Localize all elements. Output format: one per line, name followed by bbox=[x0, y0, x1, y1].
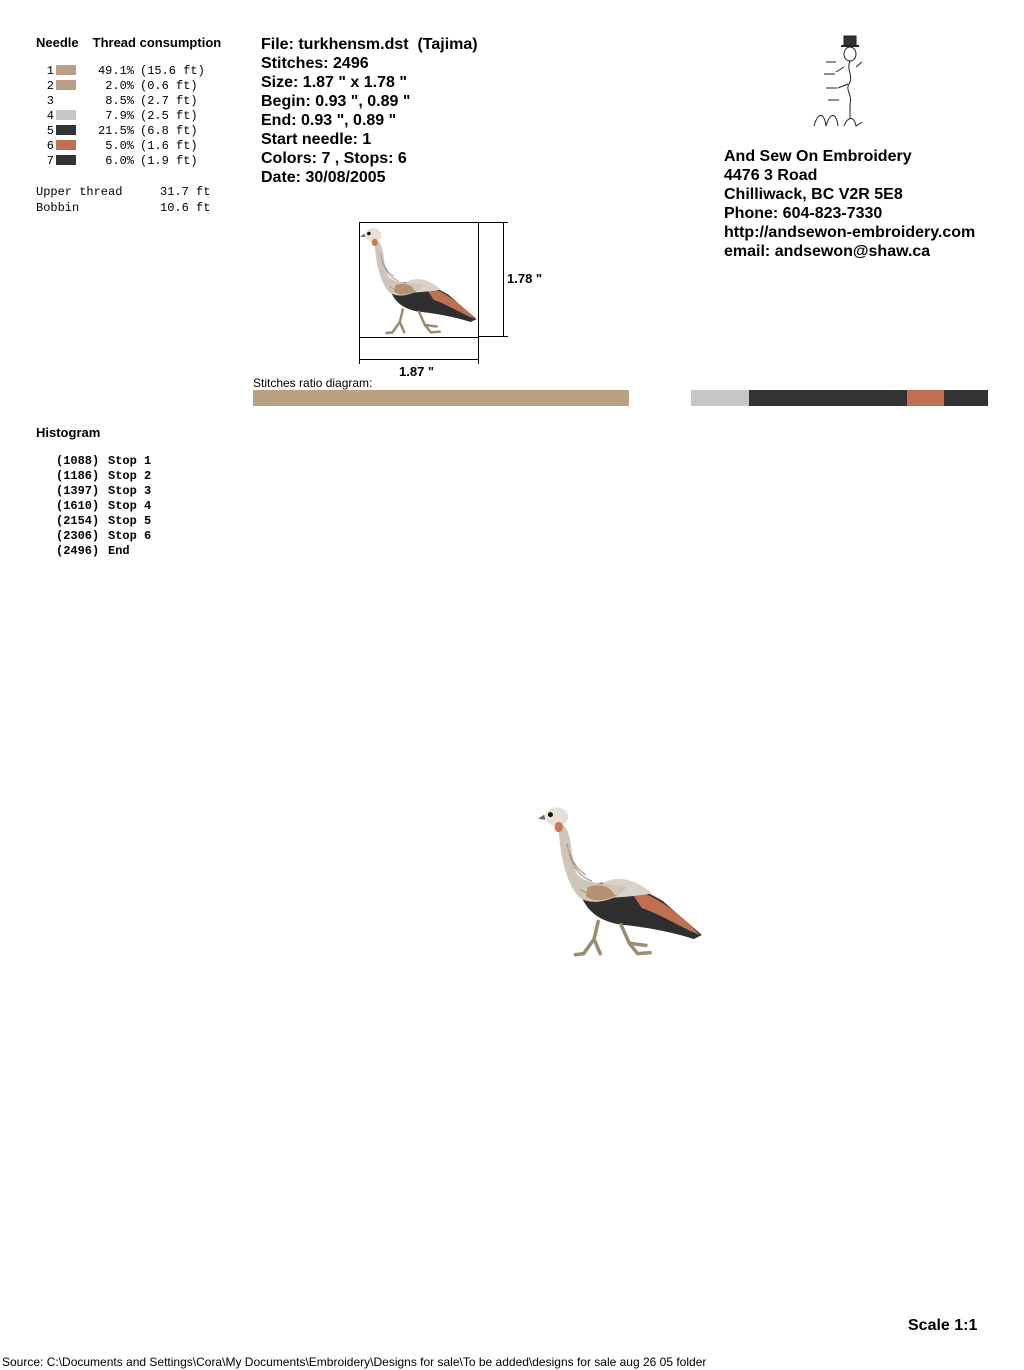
histogram-row: (2154) Stop 5 bbox=[56, 514, 152, 528]
company-info bbox=[724, 147, 975, 261]
histogram-row: (2306) Stop 6 bbox=[56, 529, 152, 543]
color-swatch bbox=[56, 95, 76, 105]
needle-row: 7 6.0% (1.9 ft) bbox=[46, 154, 198, 168]
color-swatch bbox=[56, 140, 76, 150]
needle-row: 3 8.5% (2.7 ft) bbox=[46, 94, 198, 108]
file-line: File: turkhensm.dst (Tajima) bbox=[261, 36, 478, 53]
histogram-row: (1088) Stop 1 bbox=[56, 454, 152, 468]
stitches-line: Stitches: 2496 bbox=[261, 55, 369, 72]
color-swatch bbox=[56, 125, 76, 135]
color-swatch bbox=[56, 155, 76, 165]
company-address-2: Chilliwack, BC V2R 5E8 bbox=[724, 186, 903, 203]
begin-line: Begin: 0.93 ", 0.89 " bbox=[261, 93, 411, 110]
height-dimension-line bbox=[503, 222, 504, 337]
thread-consumption-header: Thread consumption bbox=[92, 35, 222, 50]
design-preview-box bbox=[359, 222, 479, 338]
ratio-segment bbox=[629, 390, 691, 406]
width-label: 1.87 " bbox=[399, 364, 435, 379]
company-url: http://andsewon-embroidery.com bbox=[724, 224, 976, 241]
ratio-segment bbox=[253, 390, 614, 406]
scale-label: Scale 1:1 bbox=[908, 1317, 978, 1334]
turkey-hen-embroidery-icon bbox=[538, 800, 704, 960]
color-swatch bbox=[56, 110, 76, 120]
needle-table-header bbox=[36, 35, 221, 50]
company-phone: Phone: 604-823-7330 bbox=[724, 205, 883, 222]
source-path: Source: C:\Documents and Settings\Cora\My Documents\Embroidery\Designs for sale\To be added\designs for sale aug 26 05 folder bbox=[2, 1355, 707, 1369]
size-line: Size: 1.87 " x 1.78 " bbox=[261, 74, 407, 91]
company-address-1: 4476 3 Road bbox=[724, 167, 818, 184]
turkey-hen-preview-icon bbox=[360, 223, 478, 337]
histogram-row: (1610) Stop 4 bbox=[56, 499, 152, 513]
needle-row: 6 5.0% (1.6 ft) bbox=[46, 139, 198, 153]
needle-row: 5 21.5% (6.8 ft) bbox=[46, 124, 198, 138]
ratio-diagram-label: Stitches ratio diagram: bbox=[253, 376, 373, 390]
ratio-segment bbox=[907, 390, 944, 406]
needle-header: Needle bbox=[36, 35, 79, 50]
upper-thread-label: Upper thread bbox=[36, 185, 123, 199]
width-dimension-line bbox=[359, 359, 479, 360]
ratio-segment bbox=[691, 390, 749, 406]
design-info bbox=[261, 35, 478, 187]
ratio-segment bbox=[749, 390, 907, 406]
ratio-segment bbox=[944, 390, 988, 406]
needle-row: 4 7.9% (2.5 ft) bbox=[46, 109, 198, 123]
stitches-ratio-bar bbox=[253, 390, 988, 406]
company-name: And Sew On Embroidery bbox=[724, 148, 912, 165]
sewing-figure-logo-icon bbox=[808, 32, 868, 132]
color-swatch bbox=[56, 80, 76, 90]
needle-row: 1 49.1% (15.6 ft) bbox=[46, 64, 205, 78]
needle-row: 2 2.0% (0.6 ft) bbox=[46, 79, 198, 93]
company-email: email: andsewon@shaw.ca bbox=[724, 243, 931, 260]
histogram-row: (1186) Stop 2 bbox=[56, 469, 152, 483]
bobbin-value: 10.6 ft bbox=[160, 201, 211, 215]
height-label: 1.78 " bbox=[507, 271, 543, 286]
upper-thread-value: 31.7 ft bbox=[160, 185, 211, 199]
end-line: End: 0.93 ", 0.89 " bbox=[261, 112, 397, 129]
histogram-title: Histogram bbox=[36, 425, 101, 440]
histogram-row: (1397) Stop 3 bbox=[56, 484, 152, 498]
date-line: Date: 30/08/2005 bbox=[261, 169, 386, 186]
bobbin-label: Bobbin bbox=[36, 201, 80, 215]
ratio-segment bbox=[614, 390, 629, 406]
colors-stops-line: Colors: 7 , Stops: 6 bbox=[261, 150, 407, 167]
color-swatch bbox=[56, 65, 76, 75]
histogram-row: (2496) End bbox=[56, 544, 130, 558]
start-needle-line: Start needle: 1 bbox=[261, 131, 372, 148]
thread-totals bbox=[36, 184, 210, 216]
